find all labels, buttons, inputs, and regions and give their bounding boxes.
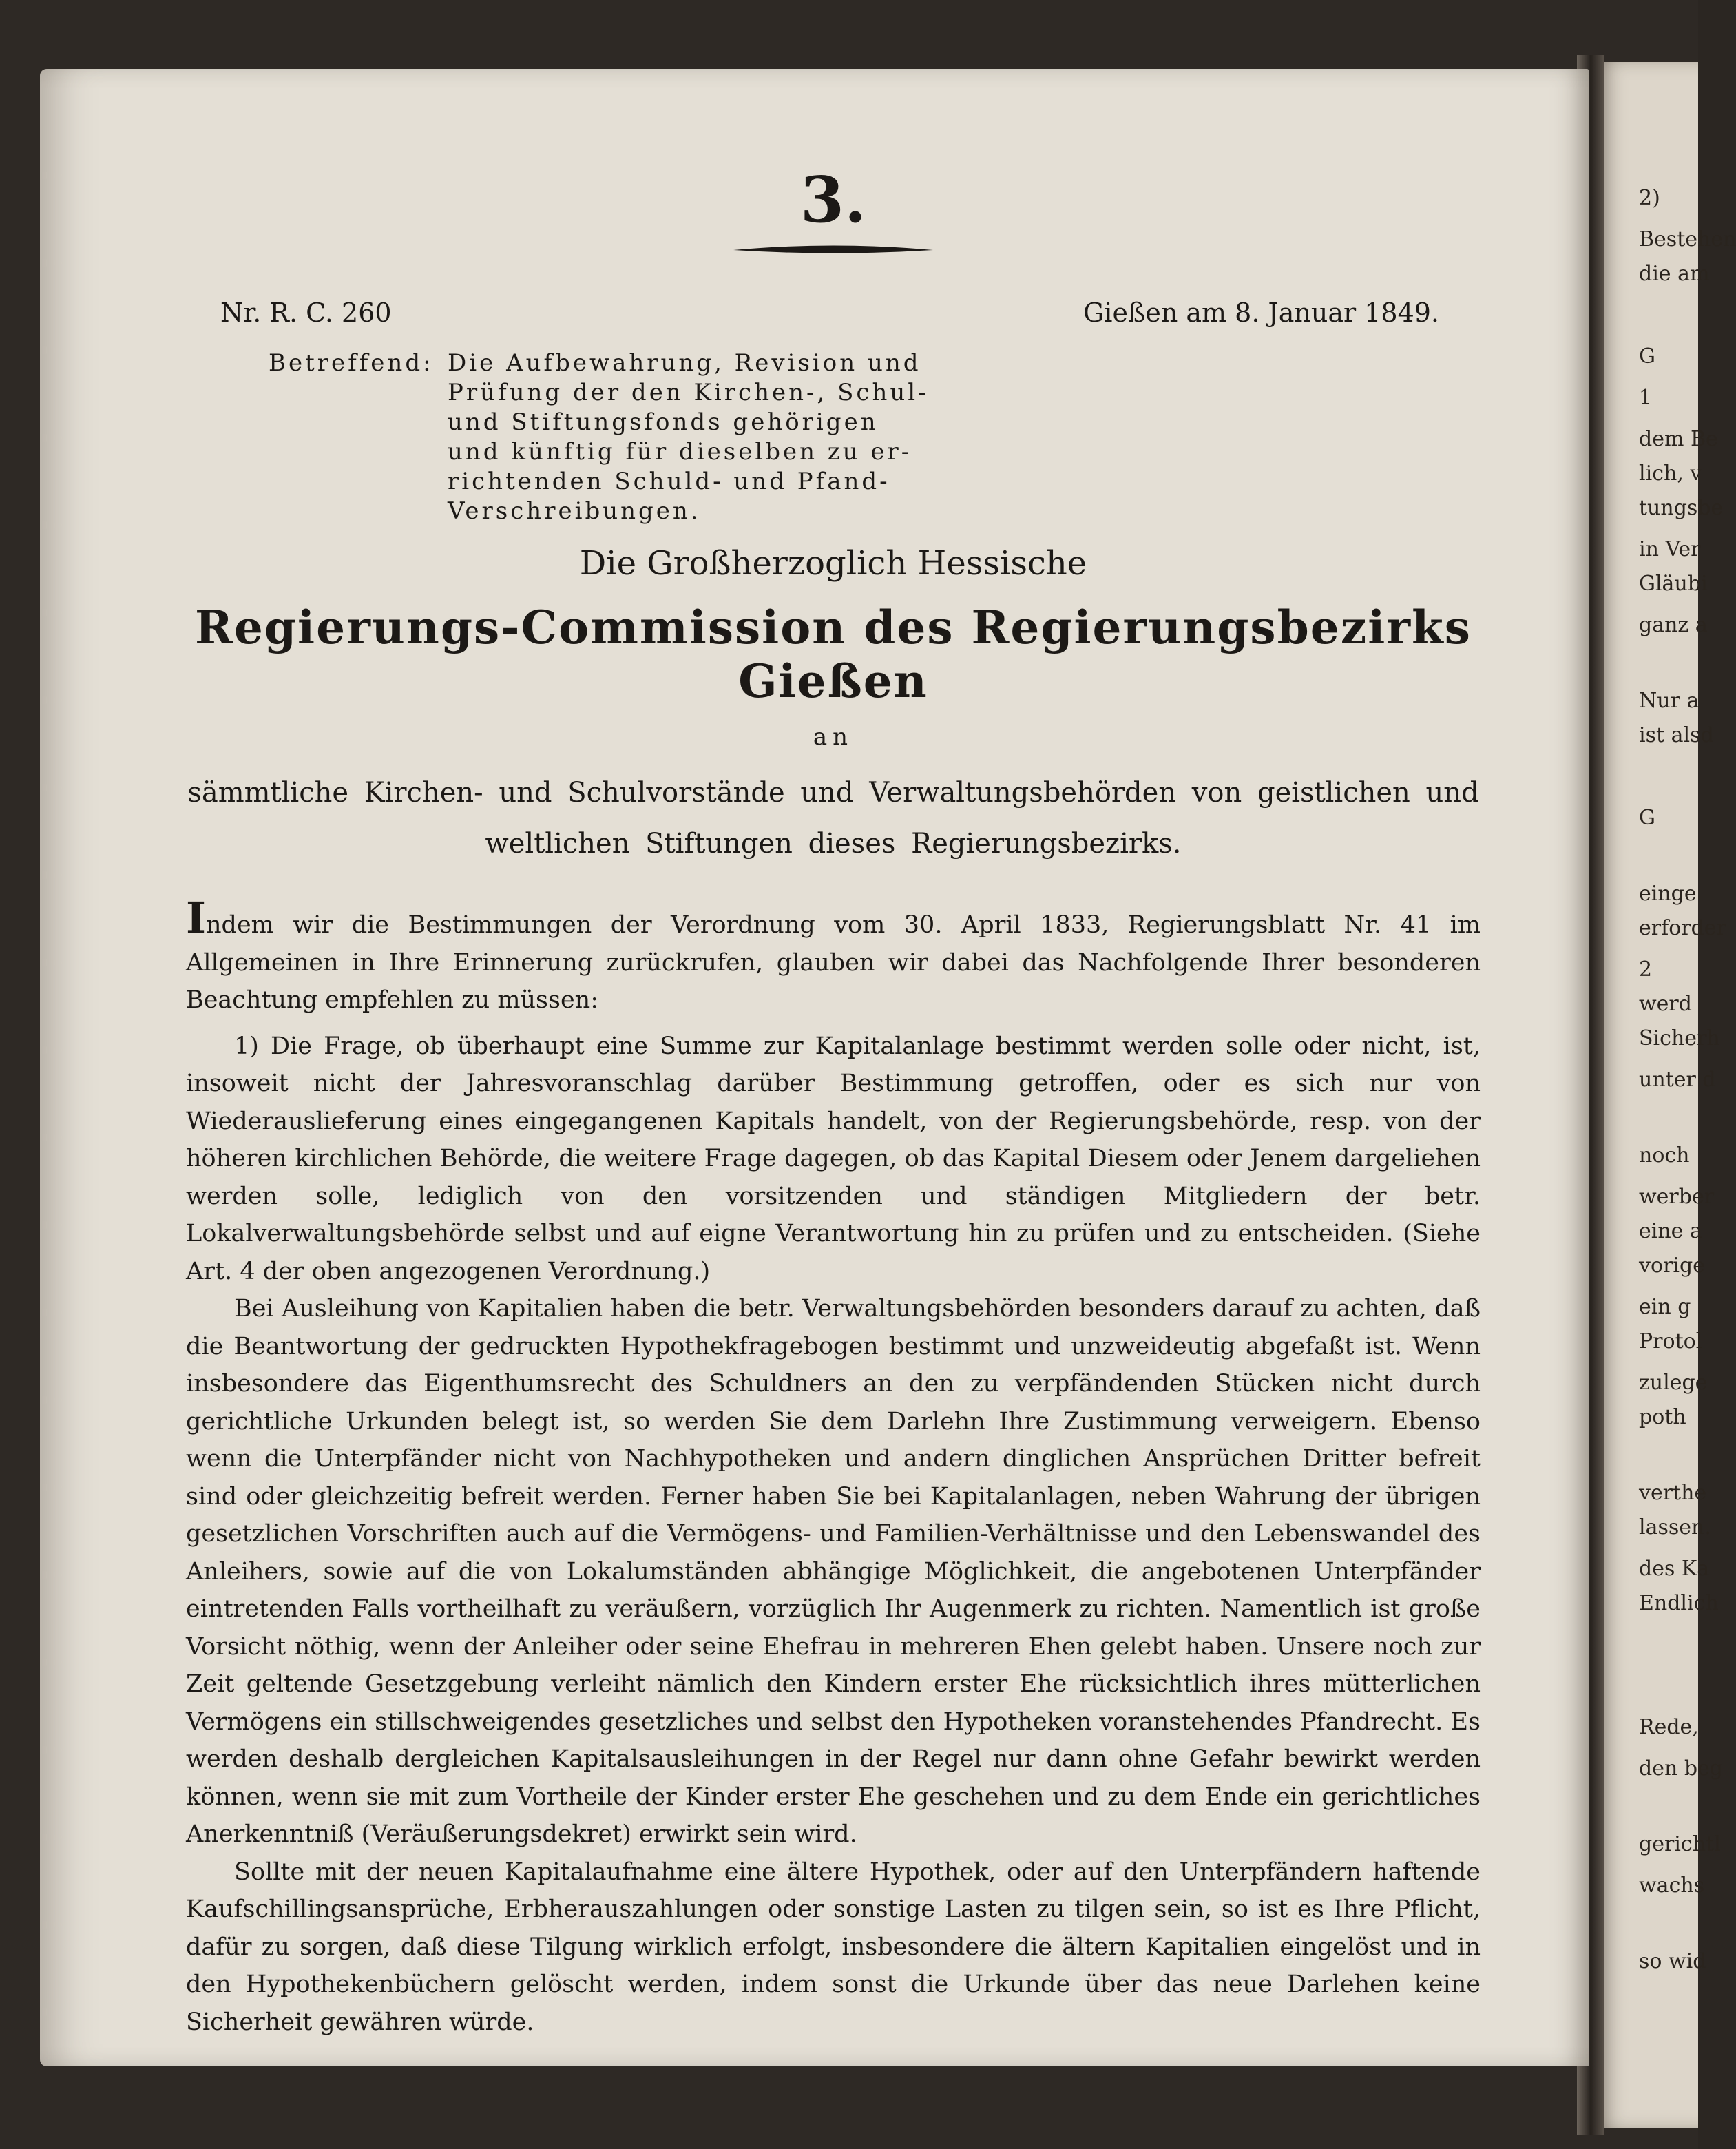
paragraph: Bei Ausleihung von Kapitalien haben die betr. Verwaltungsbehörden besonders darauf zu achten, daß die Beantwortung der gedruckten Hypothekfragebogen bestimmt und unzweideutig abgefaßt ist. Wenn insbesondere das Eigenthumsrecht des Schuldners an den zu verpfändenden Stücken nicht durch gerichtliche Urkunden belegt ist, so werden Sie dem Darlehn Ihre Zustimmung verweigern. Ebenso wenn die Unterpfänder nicht von Nachhypotheken und andern dinglichen Ansprüchen Dritter befreit sind oder gleichzeitig befreit werden. Ferner haben Sie bei Kapitalanlagen, neben Wahrung der übrigen gesetzlichen Vorschriften auch auf die Vermögens- und Familien-Verhältnisse und den Lebenswandel des Anleihers, sowie auf die von Lokalumständen abhängige Möglichkeit, die angebotenen Unterpfänder eintretenden Falls vortheilhaft zu veräußern, vorzüglich Ihr Augenmerk zu richten. Namentlich ist große Vorsicht nöthig, wenn der Anleiher oder seine Ehefrau in mehreren Ehen gelebt haben. Unsere noch zur Zeit geltende Gesetzgebung verleiht nämlich den Kindern erster Ehe rücksichtlich ihres mütterlichen Vermögens ein stillschweigendes gesetzliches und selbst den Hypotheken voranstehendes Pfandrecht. Es werden deshalb dergleichen Kapitalsausleihungen in der Regel nur dann ohne Gefahr bewirkt werden können, wenn sie mit zum Vortheile der Kinder erster Ehe geschehen und zu dem Ende ein gerichtliches Anerkenntniß (Veräußerungsdekret) erwirkt sein wird. (186, 1295, 1481, 1848)
facing-page-fragment: erforder (1639, 916, 1726, 940)
facing-page-fragment: des Ka (1639, 1557, 1710, 1581)
facing-page-fragment: so wid (1639, 1949, 1706, 1973)
facing-page-fragment: poth (1639, 1405, 1686, 1429)
facing-page-fragment: G (1639, 806, 1655, 830)
facing-page-fragment: gerichtl (1639, 1832, 1721, 1856)
subject-line: Verschreibungen. (448, 497, 701, 525)
subject-text (448, 349, 1095, 526)
subject-line: Die Aufbewahrung, Revision und (448, 349, 921, 377)
reference-number: Nr. R. C. 260 (220, 298, 392, 328)
facing-page-fragment: werd (1639, 992, 1692, 1016)
document-number: 3. (799, 163, 867, 237)
addressee-line-2: weltlichen Stiftungen dieses Regierungsbezirks. (485, 828, 1182, 860)
facing-page-fragment: die am (1639, 262, 1710, 286)
facing-page-fragment: 1 (1639, 386, 1653, 410)
facing-page-fragment: noch (1639, 1143, 1690, 1167)
facing-page-fragment: dem Be (1639, 427, 1718, 451)
facing-page-fragment: 2 (1639, 957, 1653, 982)
facing-page-fragment: zulege (1639, 1371, 1708, 1395)
facing-page-fragment: tungsbe (1639, 496, 1724, 520)
facing-page (1594, 62, 1701, 2128)
facing-page-fragment: G (1639, 344, 1655, 368)
facing-page-fragment: lassen. (1639, 1515, 1711, 1539)
facing-page-fragment: ist alsd (1639, 723, 1714, 747)
paragraph: 1) Die Frage, ob überhaupt eine Summe zur Kapitalanlage bestimmt werden solle oder nicht, ist, insoweit nicht der Jahresvoranschlag darüber Bestimmung getroffen, oder es sich nur von Wiederauslieferung eines eingegangenen Kapitals handelt, von der Regierungsbehörde, resp. von der höheren kirchlichen Behörde, die weitere Frage dagegen, ob das Kapital Diesem oder Jenem dargeliehen werden solle, lediglich von den vorsitzenden und ständigen Mitgliedern der betr. Lokalverwaltungsbehörde selbst und auf eigne Verantwortung hin zu prüfen und zu entscheiden. (Siehe Art. 4 der oben angezogenen Verordnung.) (186, 1032, 1481, 1285)
facing-page-fragment: ganz a (1639, 613, 1708, 637)
paragraph: Indem wir die Bestimmungen der Verordnung vom 30. April 1833, Regierungsblatt Nr. 41 im Allgemeinen in Ihre Erinnerung zurückrufen, glauben wir dabei das Nachfolgende Ihrer besonderen Beachtung empfehlen zu müssen: (186, 893, 1481, 1014)
subject-line: und Stiftungsfonds gehörigen (448, 408, 879, 436)
subject-line: Prüfung der den Kirchen-, Schul- (448, 379, 929, 406)
facing-page-fragment: Gläubi (1639, 572, 1708, 596)
issuer-heading: Die Großherzoglich Hessische (579, 544, 1087, 583)
facing-page-fragment: 2) (1639, 186, 1660, 210)
addressee-line-1: sämmtliche Kirchen- und Schulvorstände und Verwaltungsbehörden von geistlichen und (187, 777, 1479, 809)
facing-page-fragment: wachs (1639, 1873, 1705, 1898)
facing-page-fragment: vorige (1639, 1254, 1705, 1278)
header-line (186, 298, 1481, 339)
subject-line: richtenden Schuld- und Pfand- (448, 468, 890, 495)
facing-page-fragment: unter d (1639, 1068, 1716, 1092)
facing-page-fragment: Bestehen (1639, 227, 1736, 251)
subject-line: und künftig für dieselben zu er- (448, 438, 912, 466)
subject-block (186, 349, 1481, 534)
facing-page-fragment: werber (1639, 1185, 1715, 1209)
facing-page-fragment: Sicherh (1639, 1026, 1720, 1050)
addressee-connector: an (813, 723, 854, 751)
facing-page-fragment: Nur a (1639, 689, 1700, 713)
facing-page-fragment: Protol (1639, 1329, 1703, 1353)
subject-label: Betreffend: (269, 349, 434, 377)
place-date: Gießen am 8. Januar 1849. (1083, 298, 1439, 328)
ornament-rule (733, 244, 933, 256)
main-text (186, 893, 1481, 2041)
facing-page-fragment: Rede, (1639, 1715, 1699, 1739)
authority-title: Regierungs-Commission des Regierungsbezirks Gießen (195, 601, 1472, 708)
paragraph: Sollte mit der neuen Kapitalaufnahme eine ältere Hypothek, oder auf den Unterpfändern haftende Kaufschillingsansprüche, Erbherauszahlungen oder sonstige Lasten zu tilgen sein, so ist es Ihre Pflicht, dafür zu sorgen, daß diese Tilgung wirklich erfolgt, insbesondere die ältern Kapitalien eingelöst und in den Hypothekenbüchern gelöscht werden, indem sonst die Urkunde über das neue Darlehen keine Sicherheit gewähren würde. (186, 1858, 1481, 2036)
facing-page-fragment: den beg (1639, 1756, 1723, 1781)
facing-page-fragment: einge (1639, 882, 1697, 906)
facing-page-fragment: eine a (1639, 1219, 1702, 1243)
facing-page-fragment: verthe (1639, 1481, 1707, 1505)
facing-page-fragment: in Ver (1639, 537, 1701, 561)
facing-page-fragment: Endlich (1639, 1591, 1719, 1615)
facing-page-fragment: ein g (1639, 1295, 1691, 1319)
facing-page-fragment: lich, v (1639, 461, 1702, 486)
document-body (186, 158, 1481, 2041)
